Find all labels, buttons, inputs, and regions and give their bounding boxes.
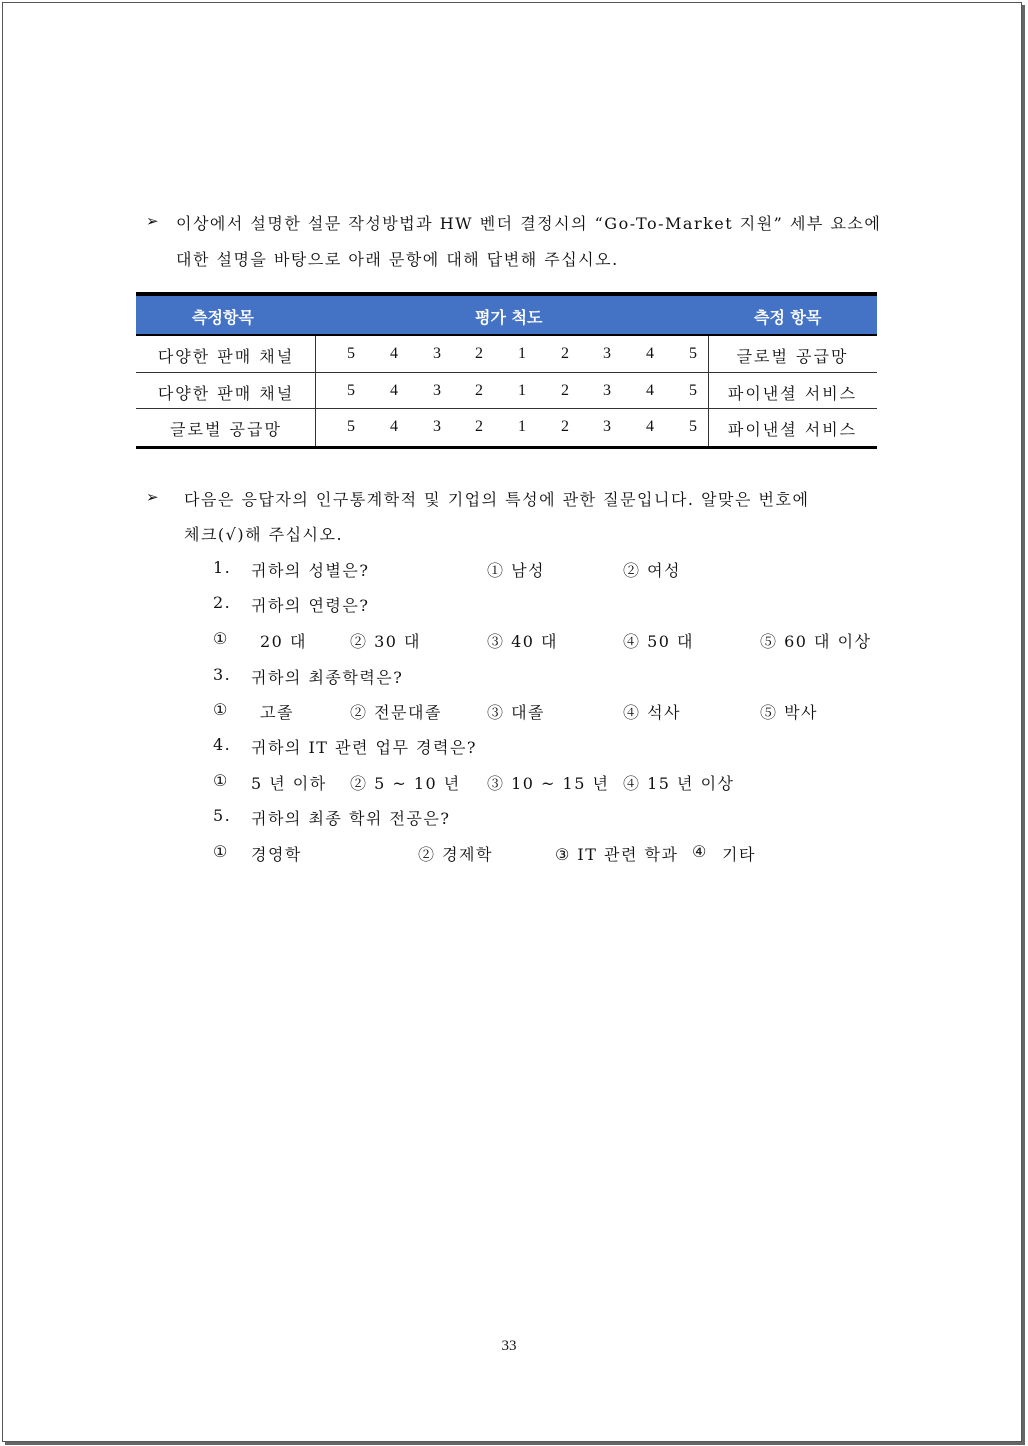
scale-option[interactable]: 1: [518, 418, 526, 435]
scale-option[interactable]: 2: [561, 382, 569, 399]
scale-option[interactable]: 1: [518, 345, 526, 362]
scale-option[interactable]: 1: [518, 382, 526, 399]
q2-option-1-marker[interactable]: ①: [213, 629, 229, 648]
q5-text: 귀하의 최종 학위 전공은?: [251, 809, 451, 828]
scale-option[interactable]: 2: [475, 418, 483, 435]
scale-option[interactable]: 4: [646, 418, 654, 435]
demographics-line-2: 체크(√)해 주십시오.: [184, 525, 344, 544]
q2-option-3[interactable]: ③ 40 대: [487, 632, 558, 651]
scale-option[interactable]: 4: [646, 345, 654, 362]
scale-option[interactable]: 5: [689, 345, 697, 362]
q4-option-1-marker[interactable]: ①: [213, 771, 229, 790]
scale-option[interactable]: 3: [433, 382, 441, 399]
q5-option-3[interactable]: ③ IT 관련 학과: [555, 845, 679, 864]
table-row: [136, 336, 877, 372]
bullet-arrow-icon: ➢: [146, 488, 159, 506]
q3-option-1-marker[interactable]: ①: [213, 700, 229, 719]
q2-option-5[interactable]: ⑤ 60 대 이상: [760, 632, 872, 651]
q3-number: 3.: [213, 665, 232, 684]
q5-option-1-label[interactable]: 경영학: [251, 845, 302, 864]
q1-number: 1.: [213, 558, 232, 577]
intro-line-1: 이상에서 설명한 설문 작성방법과 HW 벤더 결정시의 “Go-To-Market 지원” 세부 요소에: [176, 214, 882, 233]
scale-option[interactable]: 5: [689, 418, 697, 435]
q1-option-male[interactable]: ① 남성: [487, 561, 545, 580]
q5-option-4-label[interactable]: 기타: [722, 845, 756, 864]
bullet-arrow-icon: ➢: [146, 212, 159, 230]
q3-text: 귀하의 최종학력은?: [251, 668, 404, 687]
row-right-item: 글로벌 공급망: [736, 347, 849, 366]
scale-option[interactable]: 5: [347, 345, 355, 362]
scale-option[interactable]: 3: [433, 418, 441, 435]
q3-option-4[interactable]: ④ 석사: [623, 703, 681, 722]
q4-option-4[interactable]: ④ 15 년 이상: [623, 774, 735, 793]
q5-option-2[interactable]: ② 경제학: [418, 845, 493, 864]
q5-option-1-marker[interactable]: ①: [213, 842, 229, 861]
q2-option-2[interactable]: ② 30 대: [350, 632, 421, 651]
table-row: [136, 373, 877, 409]
demographics-line-1: 다음은 응답자의 인구통계학적 및 기업의 특성에 관한 질문입니다. 알맞은 번호에: [184, 490, 810, 509]
intro-line-2: 대한 설명을 바탕으로 아래 문항에 대해 답변해 주십시오.: [176, 250, 619, 269]
q3-option-1-label[interactable]: 고졸: [260, 703, 294, 722]
q1-text: 귀하의 성별은?: [251, 561, 370, 580]
q2-number: 2.: [213, 593, 232, 612]
q4-text: 귀하의 IT 관련 업무 경력은?: [251, 738, 477, 757]
table-bottom-rule: [136, 446, 877, 449]
header-center: 평가 척도: [475, 308, 543, 327]
scale-option[interactable]: 2: [561, 345, 569, 362]
scale-option[interactable]: 4: [646, 382, 654, 399]
scale-option[interactable]: 2: [561, 418, 569, 435]
header-left: 측정항목: [192, 308, 254, 327]
row-right-item: 파이낸셜 서비스: [727, 420, 858, 439]
header-right: 측정 항목: [754, 308, 822, 327]
row-left-item: 다양한 판매 채널: [157, 384, 295, 403]
q2-option-1-label[interactable]: 20 대: [260, 632, 307, 651]
scale-option[interactable]: 5: [689, 382, 697, 399]
scale-option[interactable]: 5: [347, 382, 355, 399]
scale-option[interactable]: 3: [603, 345, 611, 362]
q2-option-4[interactable]: ④ 50 대: [623, 632, 694, 651]
table-header: [136, 296, 877, 334]
scale-option[interactable]: 4: [390, 345, 398, 362]
q3-option-3[interactable]: ③ 대졸: [487, 703, 545, 722]
scale-option[interactable]: 2: [475, 382, 483, 399]
row-left-item: 글로벌 공급망: [170, 420, 282, 439]
q3-option-2[interactable]: ② 전문대졸: [350, 703, 442, 722]
q4-option-3[interactable]: ③ 10 ~ 15 년: [487, 774, 610, 793]
scale-option[interactable]: 4: [390, 382, 398, 399]
q4-option-2[interactable]: ② 5 ~ 10 년: [350, 774, 461, 793]
row-left-item: 다양한 판매 채널: [157, 347, 295, 366]
q2-text: 귀하의 연령은?: [251, 596, 370, 615]
q4-option-1-label[interactable]: 5 년 이하: [251, 774, 327, 793]
scale-option[interactable]: 2: [475, 345, 483, 362]
scale-option[interactable]: 3: [433, 345, 441, 362]
scale-option[interactable]: 4: [390, 418, 398, 435]
scale-option[interactable]: 3: [603, 382, 611, 399]
q1-option-female[interactable]: ② 여성: [623, 561, 681, 580]
scale-option[interactable]: 5: [347, 418, 355, 435]
q4-number: 4.: [213, 735, 232, 754]
scale-option[interactable]: 3: [603, 418, 611, 435]
table-row: [136, 409, 877, 445]
q3-option-5[interactable]: ⑤ 박사: [760, 703, 818, 722]
page-number: 33: [501, 1338, 517, 1354]
q5-number: 5.: [213, 806, 232, 825]
q5-option-4-marker[interactable]: ④: [692, 842, 708, 861]
row-right-item: 파이낸셜 서비스: [727, 384, 858, 403]
